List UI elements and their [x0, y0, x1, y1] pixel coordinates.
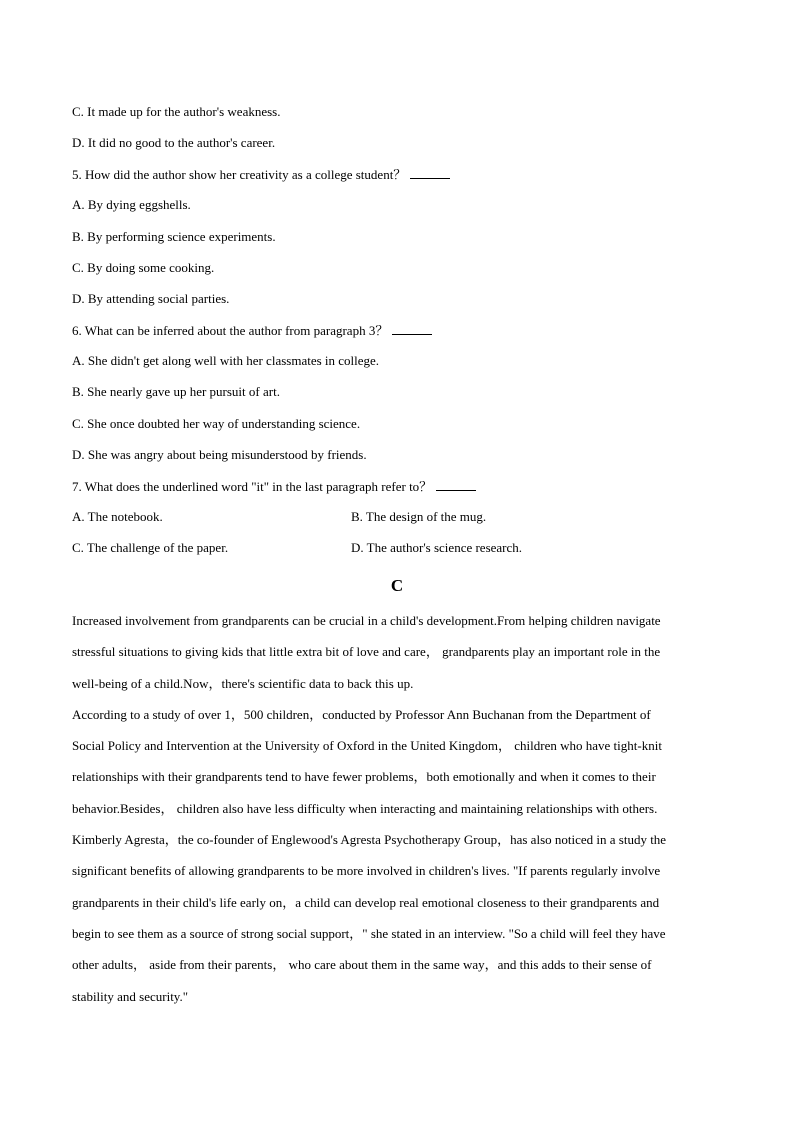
q6-option-d: D. She was angry about being misunderstood by friends. [72, 447, 367, 462]
q6-option-c: C. She once doubted her way of understanding science. [72, 416, 361, 431]
q5-option-a: A. By dying eggshells. [72, 197, 191, 212]
q5-stem [72, 166, 450, 183]
q5-option-c: C. By doing some cooking. [72, 260, 215, 275]
q7-option-a: A. The notebook. [72, 509, 163, 524]
paragraph-1 [72, 605, 722, 1012]
q7-option-c: C. The challenge of the paper. [72, 540, 229, 555]
q4-option-d: D. It did no good to the author's career. [72, 135, 276, 150]
paragraph-2-line: Social Policy and Intervention at the University of Oxford in the United Kingdom， children who have tight-knit [72, 738, 662, 754]
q5-stem-text: 5. How did the author show her creativity as a college student？ [72, 167, 407, 182]
q6-option-a: A. She didn't get along well with her classmates in college. [72, 353, 380, 368]
paragraph-2-line: According to a study of over 1，500 children，conducted by Professor Ann Buchanan from the Department of [72, 706, 651, 722]
paragraph-3-line: stability and security." [72, 988, 189, 1004]
paragraph-2-line: relationships with their grandparents tend to have fewer problems，both emotionally and when it comes to their [72, 769, 656, 785]
paragraph-3-line: significant benefits of allowing grandparents to be more involved in children's lives. "If parents regularly involve [72, 863, 661, 879]
q7-stem-text: 7. What does the underlined word "it" in the last paragraph refer to？ [72, 479, 433, 494]
q7-option-d: D. The author's science research. [351, 540, 523, 555]
q6-stem-text: 6. What can be inferred about the author from paragraph 3？ [72, 323, 389, 338]
q6-stem [72, 322, 432, 339]
paragraph-1-line: Increased involvement from grandparents can be crucial in a child's development.From helping children navigate [72, 613, 661, 628]
q7-option-b: B. The design of the mug. [351, 509, 487, 524]
paragraph-1-line: stressful situations to giving kids that little extra bit of love and care， grandparents play an important role in the [72, 644, 661, 660]
q7-stem [72, 478, 476, 495]
paragraph-3-line: other adults， aside from their parents， who care about them in the same way，and this adds to their sense of [72, 957, 652, 973]
paragraph-3-line: begin to see them as a source of strong social support，" she stated in an interview. "So a child will feel they have [72, 925, 666, 941]
paragraph-3-line: Kimberly Agresta，the co-founder of Englewood's Agresta Psychotherapy Group，has also noticed in a study the [72, 832, 667, 848]
q7-answer-blank[interactable] [436, 478, 476, 491]
paragraph-3-line: grandparents in their child's life early on，a child can develop real emotional closeness to their grandparents and [72, 894, 660, 910]
q6-option-b: B. She nearly gave up her pursuit of art. [72, 384, 280, 399]
paragraph-2-line: behavior.Besides， children also have less difficulty when interacting and maintaining relationships with others. [72, 800, 658, 816]
q5-option-d: D. By attending social parties. [72, 291, 230, 306]
section-c-heading: C [390, 576, 404, 595]
q6-answer-blank[interactable] [392, 322, 432, 335]
q5-option-b: B. By performing science experiments. [72, 229, 276, 244]
q4-option-c: C. It made up for the author's weakness. [72, 104, 281, 119]
q5-answer-blank[interactable] [410, 166, 450, 179]
paragraph-1-line: well-being of a child.Now，there's scientific data to back this up. [72, 675, 414, 691]
